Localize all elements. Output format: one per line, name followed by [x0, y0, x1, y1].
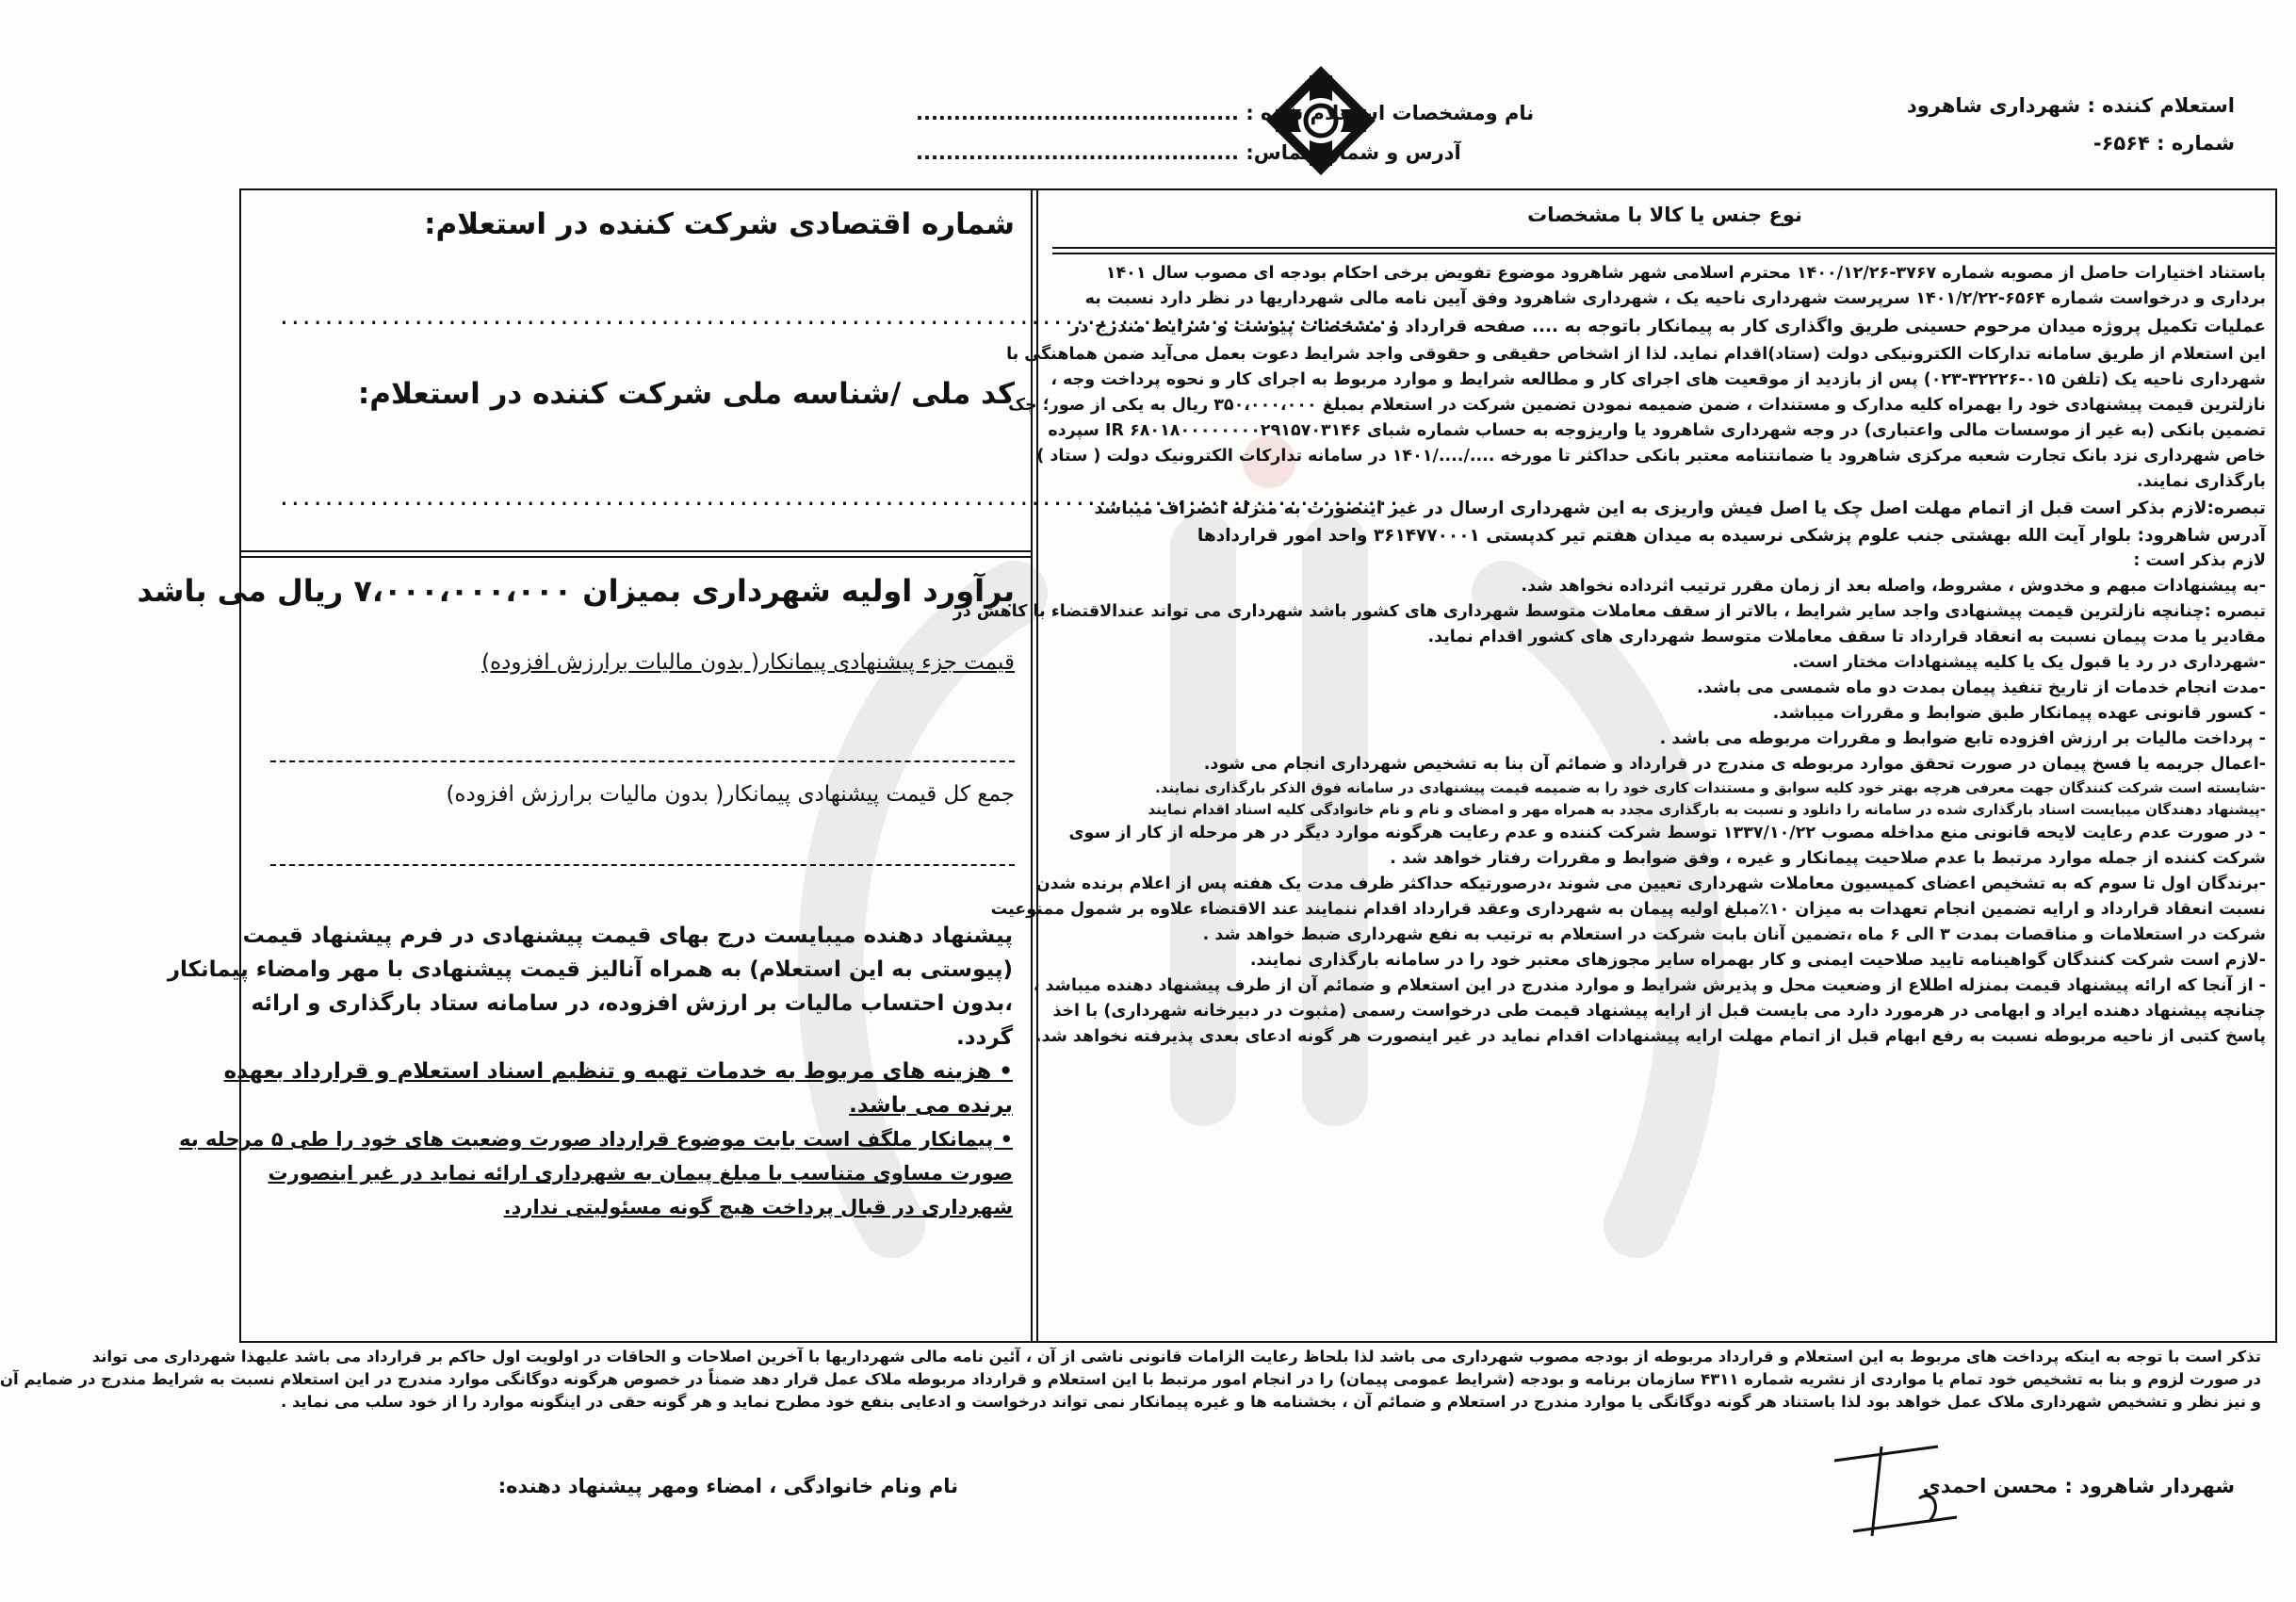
economic-code-field[interactable]: ....................................................................................................: [280, 300, 1402, 331]
inquirer-label: استعلام کننده : شهرداری شاهرود: [1906, 94, 2235, 117]
instruction-line: ،بدون احتساب مالیات بر ارزش افزوده، در سامانه ستاد بارگذاری و ارائه: [251, 991, 1013, 1016]
goods-title-underline: [1052, 253, 2277, 254]
goods-title-row: [1052, 188, 2277, 249]
instruction-line: شهرداری در قبال پرداخت هیچ گونه مسئولیتی ندارد.: [503, 1196, 1013, 1218]
body-line: باستناد اختیارات حاصل از مصوبه شماره ۳۷۶۷-۱۴۰۰/۱۲/۲۶ محترم اسلامی شهر شاهرود موضوع تفویض برخی احکام بودجه ای مصوب سال ۱۴۰۱: [1105, 264, 2266, 283]
body-line: این استعلام از طریق سامانه تدارکات الکترونیکی دولت (ستاد)اقدام نماید. لذا از اشخاص حقیقی و حقوقی واجد شرایط دعوت بعمل می‌آید ضمن هماهنگی با: [1006, 345, 2266, 364]
national-id-label: کد ملی /شناسه ملی شرکت کننده در استعلام:: [357, 377, 1015, 411]
body-line: -شایسته است شرکت کنندگان جهت معرفی هرچه بهتر خود کلیه سوابق و مستندات کاری خود را به ضمیمه قیمت پیشنهادی در سامانه فوق الذکر بارگذاری نمایند.: [1155, 779, 2266, 796]
inquired-party-label: نام ومشخصات استعلام شده : ...........................................: [916, 102, 1535, 124]
body-line: -اعمال جریمه یا فسخ پیمان در صورت تحقق موارد مربوطه ی مندرج در قرارداد و ضمائم آن بنا به تشخیص شهرداری انجام می شود.: [1203, 755, 2266, 774]
body-line: - در صورت عدم رعایت لایحه قانونی منع مداخله مصوب ۱۳۳۷/۱۰/۲۲ توسط شرکت کننده و عدم رعایت هرگونه موارد دیگر در هر مرحله از کار از سوی: [1068, 824, 2266, 842]
mayor-signature-label: شهردار شاهرود : محسن احمدی: [1922, 1475, 2235, 1497]
body-line: - از آنجا که ارائه پیشنهاد قیمت بمنزله اطلاع از وضعیت محل و پذیرش شرایط و موارد مندرج در این استعلام و ضمائم آن از طرف پیشنهاد دهنده میباشد ،: [1033, 976, 2266, 995]
footer-note-line: و نیز نظر و تشخیص شهرداری ملاک عمل خواهد بود لذا باستناد هر گونه دوگانگی یا موارد مندرج در استعلام و ضمائم آن ، بخشنامه ها و غیره پیمانکار نمی تواند درخواست و ادعایی بنفع خود مطرح نماید و هر گونه حقی در اینگونه موارد را از خود سلب می نماید .: [281, 1393, 2261, 1411]
body-line: نسبت انعقاد قرارداد و ارایه تضمین انجام تعهدات به میزان ۱۰٪مبلغ اولیه پیمان به شهرداری وعقد قرارداد اقدام ننمایند عند الاقتضاء علاوه بر شمول ممنوعیت: [990, 900, 2266, 919]
footer-note-line: تذکر است با توجه به اینکه پرداخت های مربوط به این استعلام و قرارداد مربوطه از بودجه مصوب شهرداری می باشد لذا بلحاظ رعایت الزامات قانونی ناشی از آن ، آئین نامه مالی شهرداریها با آخرین اصلاحات و الحاقات در اولویت اول حاکم بر قرارداد می باشد علیهذا شهرداری می تواند: [91, 1348, 2261, 1365]
body-line: تضمین بانکی (به غیر از موسسات مالی واعتباری) در وجه شهرداری شاهرود یا واریزوجه به حساب شماره شبای IR ۶۸۰۱۸۰۰۰۰۰۰۰۰۲۹۱۵۷۰۳۱۴۶ سپرده: [1048, 421, 2266, 440]
unit-price-field[interactable]: [270, 760, 1015, 762]
instruction-line: پیشنهاد دهنده میبایست درج بهای قیمت پیشنهادی در فرم پیشنهاد قیمت: [242, 924, 1013, 948]
address-phone-label: آدرس و شماره تماس: ...........................................: [916, 141, 1461, 164]
body-line: برداری و درخواست شماره ۶۵۶۴-۱۴۰۱/۲/۲۲ سرپرست شهرداری ناحیه یک ، شهرداری شاهرود وفق آیین نامه مالی شهرداریها در نظر دارد نسبت به: [1084, 289, 2266, 308]
instruction-line: • هزینه های مربوط به خدمات تهیه و تنظیم اسناد استعلام و قرارداد بعهده: [223, 1059, 1013, 1084]
economic-code-label: شماره اقتصادی شرکت کننده در استعلام:: [424, 207, 1015, 241]
left-box-divider: [239, 550, 1033, 552]
left-box-divider-2: [239, 556, 1033, 558]
body-line: -به پیشنهادات مبهم و مخدوش ، مشروط، واصله بعد از زمان مقرر ترتیب اثرداده نخواهد شد.: [1521, 577, 2266, 596]
body-line: پاسخ کتبی از ناحیه مربوطه نسبت به رفع ابهام قبل از اتمام مهلت ارایه پیشنهادات اقدام نماید در غیر اینصورت هر گونه ادعای بعدی پذیرفته نخواهد شد.: [1034, 1027, 2266, 1046]
body-line: شرکت در استعلامات و مناقصات بمدت ۳ الی ۶ ماه ،تضمین آنان بابت شرکت در استعلام به ترتیب به نفع شهرداری ضبط خواهد شد .: [1202, 925, 2266, 944]
body-line: -برندگان اول تا سوم که به تشخیص اعضای کمیسیون معاملات شهرداری تعیین می شوند ،درصورتیکه حداکثر ظرف مدت یک هفته پس از اعلام برنده شدن: [1035, 875, 2266, 893]
body-line: چنانچه پیشنهاد دهنده ایراد و ابهامی در هرمورد دارد می بایست قبل از ارایه پیشنهاد قیمت طی درخواست رسمی (مثبوت در دبیرخانه شهرداری) با اخذ: [1052, 1002, 2266, 1021]
body-line: -شهرداری در رد یا قبول یک یا کلیه پیشنهادات مختار است.: [1792, 653, 2266, 672]
body-line: -پیشنهاد دهندگان میبایست اسناد بارگذاری شده در سامانه را دانلود و نسبت به بارگذاری مجدد به همراه مهر و امضای و نام و نام خانوادگی کلیه اسناد اقدام نمایند: [1148, 801, 2266, 818]
total-price-field[interactable]: [270, 864, 1015, 866]
body-line: بارگذاری نمایند.: [2136, 472, 2266, 491]
body-line: شهرداری ناحیه یک (تلفن ۰۱۵-۳۲۲۲۶-۰۲۳) پس از بازدید از موقعیت های اجرای کار و مطالعه شرایط و موارد مربوط به اجرای کار و نحوه پرداخت وجه ،: [1050, 370, 2266, 389]
footer-note-line: در صورت لزوم و بنا به تشخیص خود تمام یا مواردی از نشریه شماره ۴۳۱۱ سازمان برنامه و بودجه (شرایط عمومی پیمان) را در انجام امور مرتبط با این استعلام و قرارداد مربوطه ملاک عمل قرار دهد ضمناً در خصوص هرگونه دوگانگی موارد مندرج در این استعلام نسبت به شرایط مندرج در ضمایم آن: [0, 1370, 2261, 1388]
body-line: -لازم است شرکت کنندگان گواهینامه تایید صلاحیت ایمنی و کار بهمراه سایر مجوزهای معتبر خود را در سامانه بارگذاری نمایند.: [1249, 951, 2266, 970]
body-line: شرکت کننده از جمله موارد مرتبط با عدم صلاحیت پیمانکار و غیره ، وفق ضوابط و مقررات رفتار خواهد شد .: [1390, 849, 2266, 868]
goods-title: نوع جنس یا کالا با مشخصات: [1527, 204, 1802, 226]
bidder-instructions: [167, 919, 1013, 1224]
instruction-line: برنده می باشد.: [849, 1093, 1013, 1118]
reference-number: شماره : ۶۵۶۴-: [2092, 132, 2235, 155]
body-line: آدرس شاهرود: بلوار آیت الله بهشتی جنب علوم پزشکی نرسیده به میدان هفتم تیر کدپستی ۳۶۱۴۷۷۰۰۰۱ واحد امور قراردادها: [1197, 526, 2266, 546]
unit-price-label: قیمت جزء پیشنهادی پیمانکار( بدون مالیات برارزش افزوده): [481, 650, 1015, 675]
body-line: - کسور قانونی عهده پیمانکار طبق ضوابط و مقررات میباشد.: [1772, 704, 2266, 723]
total-price-label: جمع کل قیمت پیشنهادی پیمانکار( بدون مالیات برارزش افزوده): [446, 782, 1015, 807]
mayor-signature: [1825, 1442, 1966, 1545]
body-line: نازلترین قیمت پیشنهادی خود را بهمراه کلیه مدارک و مستندات ، ضمن ضمیمه نمودن تضمین شرکت در استعلام بمبلغ ۳۵۰،۰۰۰،۰۰۰ ریال به یکی از صور؛ چک: [1008, 396, 2266, 415]
footer-notes: [0, 1346, 2261, 1414]
body-line: -مدت انجام خدمات از تاریخ تنفیذ پیمان بمدت دو ماه شمسی می باشد.: [1697, 678, 2266, 697]
body-line: تبصره:لازم بذکر است قبل از اتمام مهلت اصل چک یا اصل فیش واریزی به این شهرداری ارسال در غیر اینصورت به منزله انصراف میباشد: [1094, 499, 2266, 518]
instruction-line: (پیوستی به این استعلام) به همراه آنالیز قیمت پیشنهادی با مهر وامضاء پیمانکار: [167, 957, 1013, 982]
body-line: لازم بذکر است :: [2133, 551, 2266, 570]
body-line: - پرداخت مالیات بر ارزش افزوده تابع ضوابط و مقررات مربوطه می باشد .: [1659, 729, 2266, 748]
project-title-line: عملیات تکمیل پروژه میدان مرحوم حسینی طریق واگذاری کار به پیمانکار باتوجه به .... صفحه قرارداد و مشخصات پیوست و شرایط مندرج در: [1069, 317, 2266, 336]
instruction-line: گردد.: [955, 1025, 1013, 1050]
initial-estimate: برآورد اولیه شهرداری بمیزان ۷،۰۰۰،۰۰۰،۰۰۰ ریال می باشد: [137, 573, 1015, 609]
bidder-signature-label: نام ونام خانوادگی ، امضاء ومهر پیشنهاد دهنده:: [497, 1475, 958, 1497]
body-line: تبصره :چنانچه نازلترین قیمت پیشنهادی واجد سایر شرایط ، بالاتر از سقف معاملات متوسط شهرداری های کشور باشد شهرداری می تواند عندالاقتضاء با کاهش در: [953, 602, 2266, 621]
body-line: خاص شهرداری نزد بانک تجارت شعبه مرکزی شاهرود یا ضمانتنامه معتبر بانکی حداکثر تا مورخه ..../..../۱۴۰۱ در سامانه تدارکات الکترونیک دولت ( ستاد ): [1036, 447, 2266, 466]
instruction-line: • پیمانکار ملگف است بابت موضوع قرارداد صورت وضعیت های خود را طی ۵ مرحله به: [179, 1128, 1013, 1151]
body-line: مقادیر یا مدت پیمان نسبت به انعقاد قرارداد تا سقف معاملات متوسط شهرداری های کشور اقدام نماید.: [1427, 628, 2266, 646]
national-id-field[interactable]: ....................................................................................................: [280, 481, 1402, 512]
instruction-line: صورت مساوی متناسب با مبلغ پیمان به شهرداری ارائه نماید در غیر اینصورت: [268, 1162, 1013, 1185]
